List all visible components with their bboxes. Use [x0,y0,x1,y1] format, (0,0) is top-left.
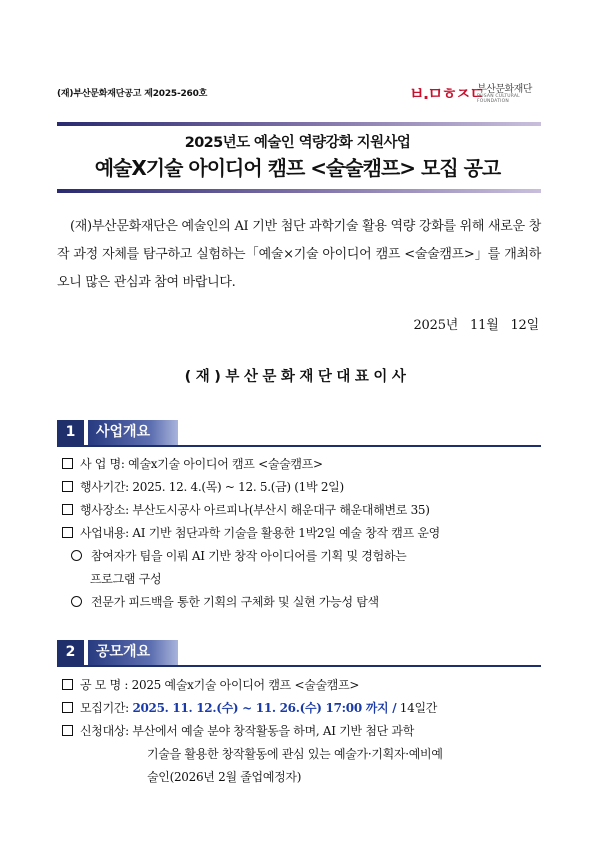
section-number: 2 [57,640,84,665]
document-title: 예술X기술 아이디어 캠프 <술술캠프> 모집 공고 [94,156,501,180]
checkbox-icon [62,458,73,469]
notice-number: (재)부산문화재단공고 제2025-260호 [57,89,208,99]
section-number: 1 [57,420,84,445]
document-subtitle: 2025년도 예술인 역량강화 지원사업 [184,135,411,151]
section-header-overview [57,420,541,447]
checkbox-icon [62,481,73,492]
sub-list-item-continuation: 프로그램 구성 [90,572,162,586]
logo-mark: ㅂ.ㅁㅎㅈㄷ [409,84,484,103]
list-item: 행사기간: 2025. 12. 4.(목) ~ 12. 5.(금) (1박 2일) [62,478,344,495]
section-underline [57,665,541,667]
logo-english-name: BUSAN CULTURAL FOUNDATION [477,94,520,104]
section-title: 사업개요 [88,420,178,445]
section-title: 공모개요 [88,640,178,665]
section-header-application [57,640,541,667]
application-period: 2025. 11. 12.(수) ~ 11. 26.(수) 17:00 까지 / [132,701,397,715]
list-item: 신청대상: 부산에서 예술 분야 창작활동을 하며, AI 기반 첨단 과학 [62,722,414,739]
list-item: 행사장소: 부산도시공사 아르피나(부산시 해운대구 해운대해변로 35) [62,501,430,518]
sub-list-item: 참여자가 팀을 이뤄 AI 기반 창작 아이디어를 기획 및 경험하는 [71,547,406,564]
checkbox-icon [62,702,73,713]
organization-signature: (재)부산문화재단대표이사 [184,369,411,385]
checkbox-icon [62,527,73,538]
list-item: 공 모 명 : 2025 예술x기술 아이디어 캠프 <술술캠프> [62,676,359,693]
title-divider-bottom [57,189,541,193]
logo-name: 부산문화재단 [477,84,532,95]
list-item: 사업내용: AI 기반 첨단과학 기술을 활용한 1박2일 예술 창작 캠프 운영 [62,524,440,541]
list-item-continuation: 술인(2026년 2월 졸업예정자) [147,770,302,784]
circle-bullet-icon [71,596,82,607]
foundation-logo [409,79,541,105]
list-item: 모집기간: 2025. 11. 12.(수) ~ 11. 26.(수) 17:00 까지 / 14일간 [62,699,437,716]
checkbox-icon [62,504,73,515]
title-divider-top [57,122,541,126]
intro-paragraph: (재)부산문화재단은 예술인의 AI 기반 첨단 과학기술 활용 역량 강화를 위해 새로운 창작 과정 자체를 탐구하고 실험하는「예술×기술 아이디어 캠프 <술술캠프>」를 개최하오니 많은 관심과 참여 바랍니다. [57,219,541,290]
checkbox-icon [62,679,73,690]
section-underline [57,445,541,447]
circle-bullet-icon [71,550,82,561]
list-item: 사 업 명: 예술x기술 아이디어 캠프 <술술캠프> [62,455,323,472]
checkbox-icon [62,725,73,736]
sub-list-item: 전문가 피드백을 통한 기획의 구체화 및 실현 가능성 탐색 [71,593,379,610]
list-item-continuation: 기술을 활용한 창작활동에 관심 있는 예술가·기획자·예비예 [147,747,443,761]
notice-date: 2025년 11월 12일 [413,318,539,333]
